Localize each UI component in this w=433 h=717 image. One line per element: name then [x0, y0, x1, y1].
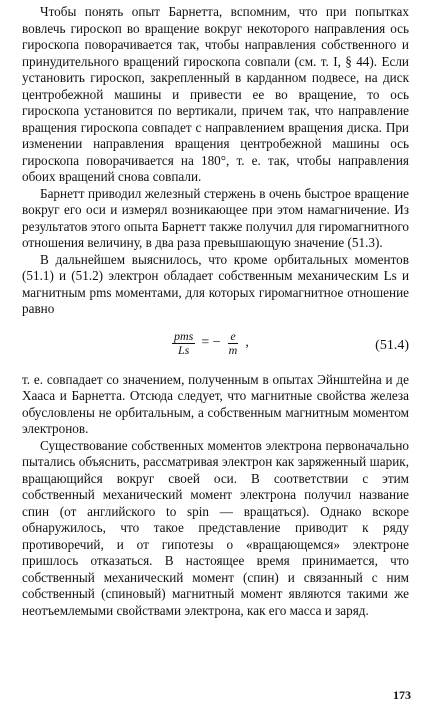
- fraction-left: [172, 330, 195, 357]
- formula-expression: [172, 330, 249, 357]
- fraction-right-denominator: m: [228, 342, 238, 357]
- equation-number: (51.4): [375, 337, 409, 353]
- page-number: 173: [393, 688, 411, 702]
- fraction-right: [227, 330, 240, 357]
- paragraph-spin-moments: В дальнейшем выяснилось, что кроме орбитальных моментов (51.1) и (51.2) электрон обладает собственным механическим Ls и магнитным pms моментами, для которых гиромагнитное отношение равно: [22, 251, 409, 316]
- formula-tail: ,: [245, 335, 249, 350]
- fraction-left-numerator: pms: [174, 328, 194, 343]
- fraction-left-denominator: Ls: [178, 342, 190, 357]
- formula-equals: = −: [201, 335, 221, 350]
- paragraph-iron-magnetism: т. е. совпадает со значением, полученным в опытах Эйнштейна и де Хааса и Барнетта. Отсюда следует, что магнитные свойства железа обусловлены не орбитальным, а собственным магнитным моментом электронов.: [22, 371, 409, 436]
- formula-51-4: [22, 326, 409, 366]
- paragraph-spin-definition: Существование собственных моментов электрона первоначально пытались объяснить, рассматривая электрон как заряженный шарик, вращающийся вокруг своей оси. В соответствии с этим собственный механический момент электрона получил название спин (от английского to spin — вращаться). Однако вскоре обнаружилось, что такое представление приводит к ряду противоречий, и от гипотезы о «вращающемся» электроне пришлось отказаться. В настоящее время принимается, что собственный механический момент (спин) и связанный с ним собственный (спиновый) магнитный момент являются такими же неотъемлемыми свойствами электрона, как его масса и заряд.: [22, 437, 409, 618]
- paragraph-barnett: Барнетт приводил железный стержень в очень быстрое вращение вокруг его оси и измерял возникающее при этом намагничение. Из результатов этого опыта Барнетт также получил для гиромагнитного отношения величину, в два раза превышающую значение (51.3).: [22, 185, 409, 250]
- paragraph-gyroscope: Чтобы понять опыт Барнетта, вспомним, что при попытках вовлечь гироскоп во вращение вокруг некоторого направления ось гироскопа поворачивается так, чтобы направления собственного и принудительного вращений гироскопа совпали (см. т. I, § 44). Если установить гироскоп, закрепленный в карданном подвесе, на диск центробежной машины и привести ее во вращение, то ось гироскопа установится по вертикали, причем так, что направление вращения гироскопа совпадет с направлением вращения диска. При изменении направления вращения центробежной машины ось гироскопа поворачивается на 180°, т. е. так, чтобы направления обоих вращений снова совпали.: [22, 4, 409, 184]
- fraction-right-numerator: e: [230, 328, 236, 343]
